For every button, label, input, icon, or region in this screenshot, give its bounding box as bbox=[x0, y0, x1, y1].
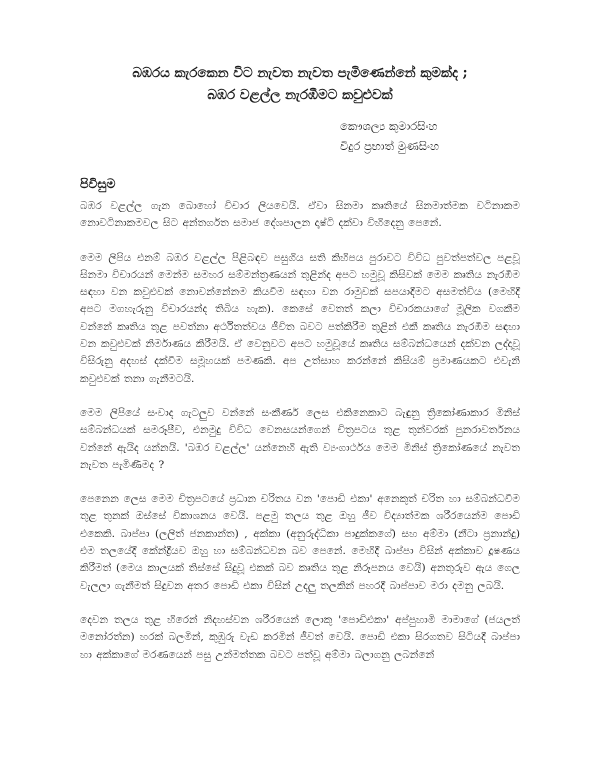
title-line-2: බඹර වළල්ල නැරඹීමට කවුළුවක් bbox=[207, 87, 393, 103]
author-name-2: විදුර ප්‍රභාත් මුණසිංහ bbox=[340, 139, 440, 153]
section-heading: පිවිසුම bbox=[80, 176, 116, 191]
paragraph: මෙම ලිපියේ සංවාද ගැටලුව වන්නේ සංකීර්ණ ලෙස එකිනෙකාට බැඳුනු ත්‍රිකෝණාකාර මිනිස් සම්බන්ධයක් සමරූපීව, එනමුදු විවිධ වෙනසයන්ගෙන් චිත්‍රපටය තුළ තුන්වරක් පුනරාවර්තනය වන්නේ ඇයිද යන්නයි. 'බඹර වළල්ල' යන්නෙහි ඇති ව්‍යංගාර්ථය මෙම මිනිස් ත්‍රිකෝණයේ නැවත නැවත පැමිණීමද ? bbox=[80, 406, 520, 471]
author-name-1: කෞශල්‍ය කුමාරසිංහ bbox=[340, 119, 438, 133]
paragraph: බඹර වළල්ල ගැන බොහෝ විචාර ලියවෙයි. ඒවා සිනමා කෘතියේ සිනමාත්මක වටිනාකම නොවටිනාකමවල සිට අන්තර්ගත සමාජ දේශපාලන දෘෂ්ටි දක්වා විහිදෙනු පෙනේ. bbox=[80, 200, 520, 230]
paragraph: පෙනෙන ලෙස මෙම චිත්‍රපටයේ ප්‍රධාන චරිතය වන 'පොඩි එකා' අනෙකුත් චරිත හා සම්බන්ධවීම තුළ තුනක් ඔස්සේ විකාශනය වෙයි. පළමු තලය තුළ ඔහු ජීව විද්‍යාත්මක ශරීරයෙන්ම පොඩි එකෙකි. බාප්පා (ලලිත් ජනකාන්ත) , අක්කා (අනුරුද්ධිකා පාදුක්කගේ) සහ අම්මා (නීටා ප්‍රනාන්දු) එම තලයේදී කේන්ද්‍රීයව ඔහු හා සම්බන්ධවන බව පෙනේ. මෙහිදී බාප්පා විසින් අක්කාව දූෂණය කිරීමත් (මෙය කාලයක් තිස්සේ සිදුවූ එකක් බව කෘතිය තුළ නිරූපනය වෙයි) අනතුරුව ඇය ගෙල වැලලා ගැනීමත් සිදුවන අතර පොඩි එකා විසින් උදලු තලකින් පහරදී බාප්පාව මරා දමනු ලබයි. bbox=[80, 493, 520, 592]
title-block bbox=[80, 62, 520, 106]
body-text bbox=[80, 198, 520, 681]
title-line-1: බඹරය කැරකෙන විට නැවත නැවත පැමිණෙන්නේ කුමක්ද ; bbox=[132, 65, 468, 81]
author-list bbox=[340, 116, 560, 156]
paragraph: මෙම ලිපිය එනම් බඹර වළල්ල පිළිබඳව පසුගිය සති කිහිපය පුරාවට විවිධ පුවත්පත්වල පළවූ සිනමා විචාරයන් මෙන්ම සමහර සම්මන්ත්‍රණයන් තුළින්ද අපට හමුවූ කිසිවක් මෙම කෘතිය නැරඹීම සඳහා වන කවුළුවක් නොවන්නේනම කියවීම සඳහා වන රාමුවක් සපයාදීමට අසමත්විය (මෙහිදී අපට මගහැරුනු විචාරයන්ද තිබිය හැක). කෙසේ වෙතත් කලා විචාරකයාගේ මූලික වගකීම වන්නේ කෘතිය තුළ පවත්නා අර්ථිතත්වය ජීවිත බවට පත්කිරීම තුළින් එකී කෘතිය නැරඹීම සඳහා වන කවුළුවක් නිර්මාණය කිරීමයි. ඒ වෙනුවට අපට හමුවූයේ කෘතිය සම්බන්ධයෙන් දක්වන ලද්දාවූ විසිරුනු අදහස් දක්වීම සමූහයක් පමණකි. අප උත්සාහ කරන්නේ කිසියම් ප්‍රමාණයකට එවැනි කවුළුවක් තනා ගැනීමටයි. bbox=[80, 251, 520, 385]
paragraph: දෙවන තලය තුළ හිරෙන් නිදහස්වන ශරීරයෙන් ලොකු 'පොඩිඑකා' අප්පුහාමි මාමාගේ (ජයලත් මනෝරත්න) හරක් බලමින්, කුඹුරු වැඩ කරමින් ජීවත් වෙයි. පොඩි එකා සිරගතව සිටියදී බාප්පා හා අක්කාගේ මරණයෙන් පසු උන්මත්තක බවට පත්වූ අම්මා බලාගනු ලබන්නේ bbox=[80, 613, 520, 661]
